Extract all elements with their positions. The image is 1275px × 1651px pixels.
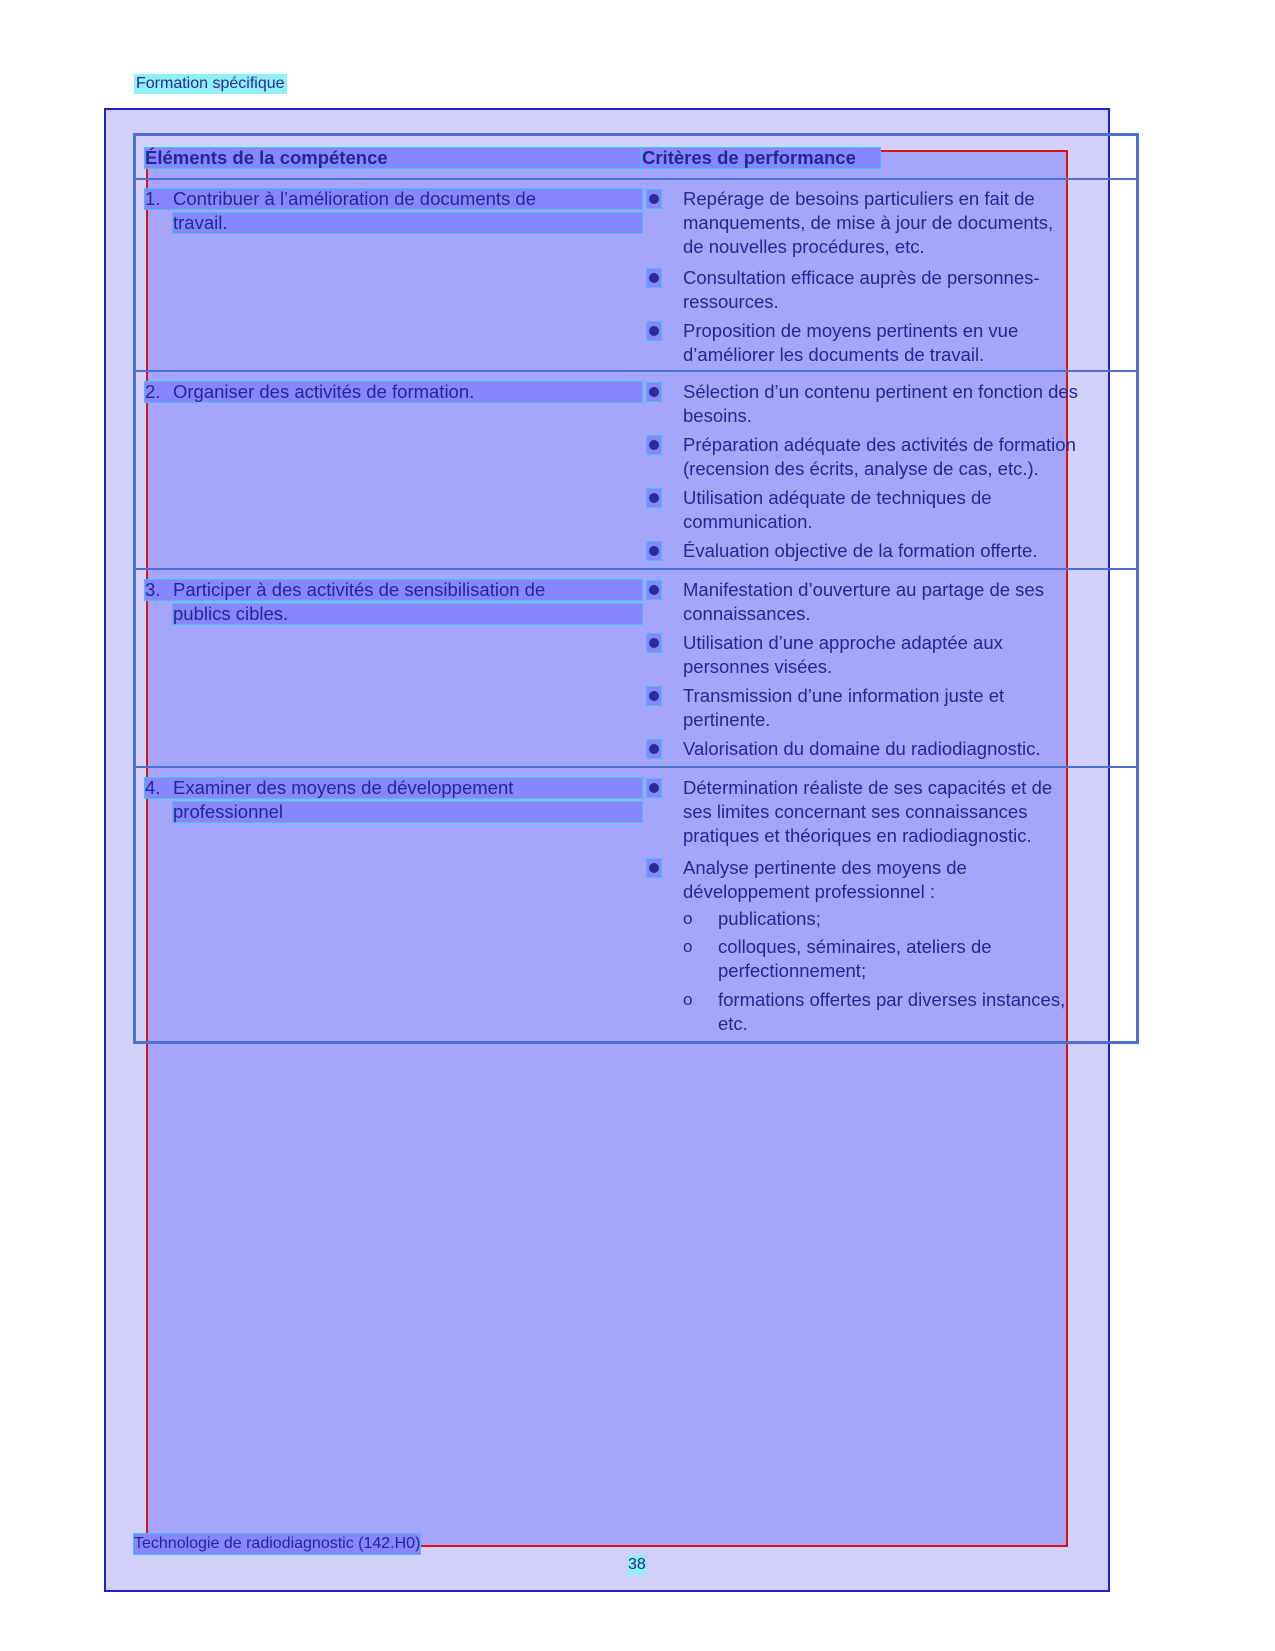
sub-item-2-line-1: colloques, séminaires, ateliers de xyxy=(718,936,992,957)
element-3-line-2: publics cibles. xyxy=(173,603,289,624)
element-number-3: 3. xyxy=(145,579,161,600)
element-4-line-1: Examiner des moyens de développement xyxy=(173,777,514,798)
criterion-2-3-line-2: communication. xyxy=(683,511,813,532)
criterion-4-1-line-1: Détermination réaliste de ses capacités et de xyxy=(683,777,1053,798)
criterion-3-1-line-1: Manifestation d’ouverture au partage de ses xyxy=(683,579,1044,600)
sub-bullet-icon: o xyxy=(683,937,693,956)
row-divider-1 xyxy=(133,370,1139,372)
criterion-4-2-line-1: Analyse pertinente des moyens de xyxy=(683,857,967,878)
sub-item-3-line-1: formations offertes par diverses instances, xyxy=(718,989,1066,1010)
criterion-4-2-line-2: développement professionnel : xyxy=(683,881,935,902)
bullet-icon xyxy=(649,326,659,336)
sub-bullet-icon: o xyxy=(683,990,693,1009)
criterion-3-2-line-2: personnes visées. xyxy=(683,656,833,677)
criterion-3-3-line-1: Transmission d’une information juste et xyxy=(683,685,1005,706)
page-number: 38 xyxy=(628,1556,646,1573)
criterion-4-1-line-3: pratiques et théoriques en radiodiagnostic. xyxy=(683,825,1032,846)
bullet-icon xyxy=(649,585,659,595)
row-divider-2 xyxy=(133,568,1139,570)
bullet-icon xyxy=(649,744,659,754)
element-2-line-1: Organiser des activités de formation. xyxy=(173,381,475,402)
element-number-1: 1. xyxy=(145,188,161,209)
criterion-4-1-line-2: ses limites concernant ses connaissances xyxy=(683,801,1028,822)
criterion-1-2-line-2: ressources. xyxy=(683,291,779,312)
col1-header: Éléments de la compétence xyxy=(145,147,388,168)
element-4-line-2: professionnel xyxy=(173,801,284,822)
criterion-2-2-line-2: (recension des écrits, analyse de cas, etc.). xyxy=(683,458,1039,479)
bullet-icon xyxy=(649,546,659,556)
bullet-icon xyxy=(649,387,659,397)
sub-bullet-icon: o xyxy=(683,909,693,928)
bullet-icon xyxy=(649,273,659,283)
sub-item-2-line-2: perfectionnement; xyxy=(718,960,867,981)
criterion-1-3-line-2: d’améliorer les documents de travail. xyxy=(683,344,985,365)
criterion-2-3-line-1: Utilisation adéquate de techniques de xyxy=(683,487,992,508)
element-number-4: 4. xyxy=(145,777,161,798)
bullet-icon xyxy=(649,493,659,503)
bullet-icon xyxy=(649,863,659,873)
criterion-1-1-line-3: de nouvelles procédures, etc. xyxy=(683,236,925,257)
col2-header: Critères de performance xyxy=(642,147,856,168)
element-number-2: 2. xyxy=(145,381,161,402)
criterion-3-2-line-1: Utilisation d’une approche adaptée aux xyxy=(683,632,1003,653)
element-1-line-1: Contribuer à l’amélioration de documents de xyxy=(173,188,537,209)
sub-item-1-line-1: publications; xyxy=(718,908,821,929)
criterion-2-1-line-2: besoins. xyxy=(683,405,752,426)
element-1-line-2: travail. xyxy=(173,212,228,233)
criterion-2-2-line-1: Préparation adéquate des activités de formation xyxy=(683,434,1076,455)
criterion-1-1-line-1: Repérage de besoins particuliers en fait de xyxy=(683,188,1035,209)
criterion-1-1-line-2: manquements, de mise à jour de documents, xyxy=(683,212,1054,233)
row-divider-3 xyxy=(133,766,1139,768)
running-header: Formation spécifique xyxy=(136,75,285,92)
table-header-divider xyxy=(133,178,1139,180)
bullet-icon xyxy=(649,691,659,701)
criterion-2-1-line-1: Sélection d’un contenu pertinent en fonction des xyxy=(683,381,1078,402)
footer-program: Technologie de radiodiagnostic (142.H0) xyxy=(134,1535,421,1552)
bullet-icon xyxy=(649,194,659,204)
element-3-line-1: Participer à des activités de sensibilisation de xyxy=(173,579,546,600)
criterion-1-2-line-1: Consultation efficace auprès de personnes- xyxy=(683,267,1040,288)
bullet-icon xyxy=(649,638,659,648)
bullet-icon xyxy=(649,440,659,450)
criterion-3-1-line-2: connaissances. xyxy=(683,603,811,624)
criterion-1-3-line-1: Proposition de moyens pertinents en vue xyxy=(683,320,1019,341)
criterion-2-4-line-1: Évaluation objective de la formation offerte. xyxy=(683,540,1038,561)
element-1-highlight-2 xyxy=(173,213,642,233)
sub-item-3-line-2: etc. xyxy=(718,1013,748,1034)
criterion-3-4-line-1: Valorisation du domaine du radiodiagnostic. xyxy=(683,738,1041,759)
bullet-icon xyxy=(649,783,659,793)
criterion-3-3-line-2: pertinente. xyxy=(683,709,771,730)
